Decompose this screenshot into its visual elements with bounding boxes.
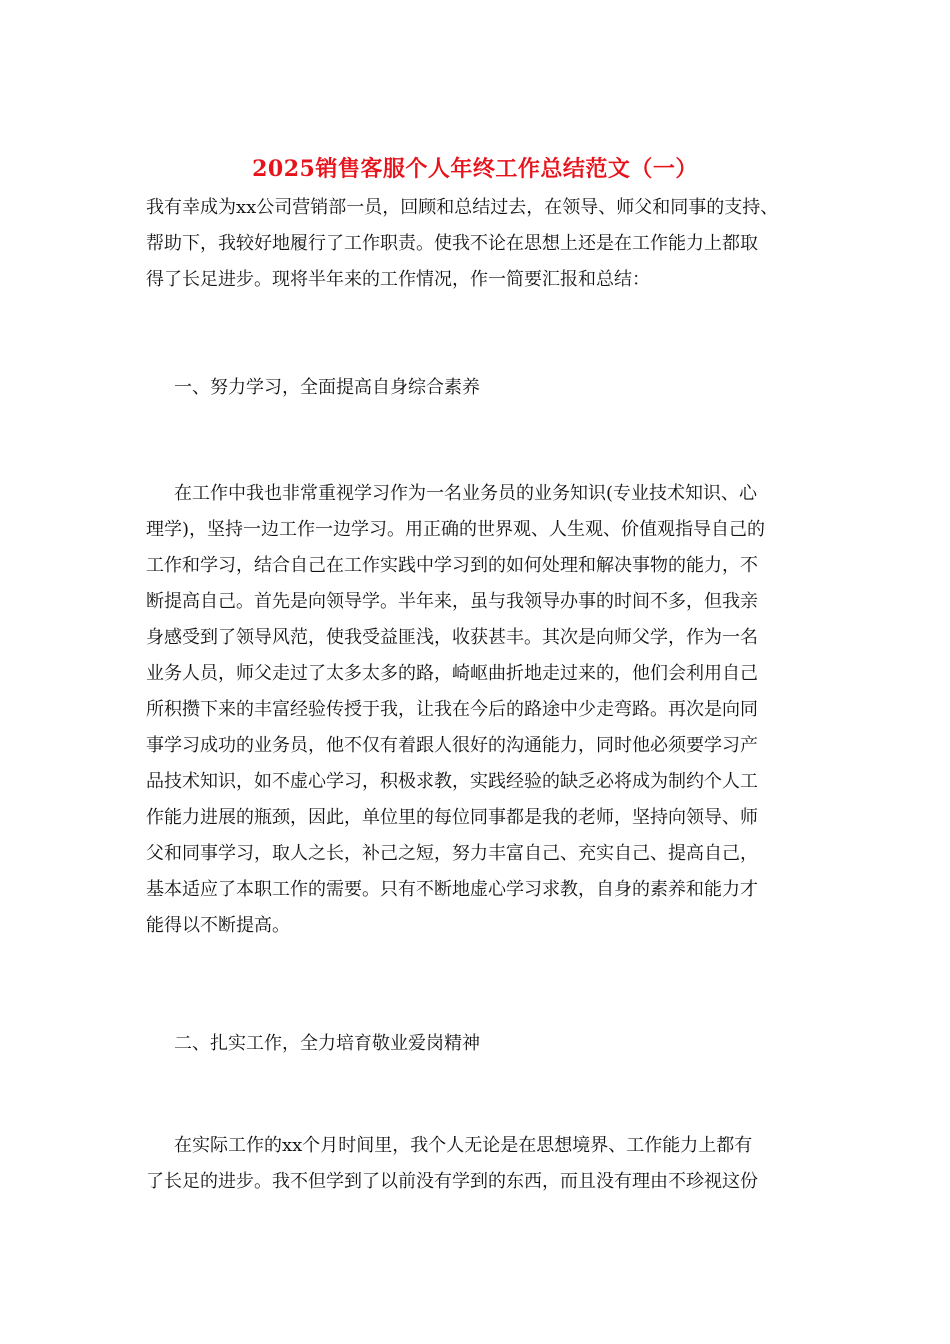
text-line: 在工作中我也非常重视学习作为一名业务员的业务知识(专业技术知识、心 [174, 483, 758, 504]
text-line: 得了长足进步。现将半年来的工作情况，作一简要汇报和总结： [146, 269, 650, 290]
section-heading-text: 二、扎实工作，全力培育敬业爱岗精神 [174, 1033, 480, 1054]
text-line: 我有幸成为xx公司营销部一员，回顾和总结过去，在领导、师父和同事的支持、 [146, 197, 779, 218]
text-line: 品技术知识，如不虚心学习，积极求教，实践经验的缺乏必将成为制约个人工 [146, 771, 758, 792]
text-line: 工作和学习，结合自己在工作实践中学习到的如何处理和解决事物的能力，不 [146, 555, 758, 576]
document-title: 2025销售客服个人年终工作总结范文（一） [252, 156, 698, 182]
section-heading-1 [174, 370, 854, 406]
section-1-paragraph [146, 476, 826, 944]
section-heading-2 [174, 1026, 854, 1062]
text-line: 断提高自己。首先是向领导学。半年来，虽与我领导办事的时间不多，但我亲 [146, 591, 758, 612]
text-line: 父和同事学习，取人之长，补己之短，努力丰富自己、充实自己、提高自己， [146, 843, 758, 864]
text-line: 帮助下，我较好地履行了工作职责。使我不论在思想上还是在工作能力上都取 [146, 233, 758, 254]
text-line: 业务人员，师父走过了太多太多的路，崎岖曲折地走过来的，他们会利用自己 [146, 663, 758, 684]
text-line: 了长足的进步。我不但学到了以前没有学到的东西，而且没有理由不珍视这份 [146, 1171, 758, 1192]
text-line: 基本适应了本职工作的需要。只有不断地虚心学习求教，自身的素养和能力才 [146, 879, 758, 900]
text-line: 身感受到了领导风范，使我受益匪浅，收获甚丰。其次是向师父学，作为一名 [146, 627, 758, 648]
section-2-paragraph [146, 1128, 826, 1200]
text-line: 能得以不断提高。 [146, 915, 290, 936]
text-line: 事学习成功的业务员，他不仅有着跟人很好的沟通能力，同时他必须要学习产 [146, 735, 758, 756]
section-heading-text: 一、努力学习，全面提高自身综合素养 [174, 377, 480, 398]
text-line: 作能力进展的瓶颈，因此，单位里的每位同事都是我的老师，坚持向领导、师 [146, 807, 758, 828]
text-line: 所积攒下来的丰富经验传授于我，让我在今后的路途中少走弯路。再次是向同 [146, 699, 758, 720]
text-line: 在实际工作的xx个月时间里，我个人无论是在思想境界、工作能力上都有 [174, 1135, 753, 1156]
intro-paragraph [146, 190, 826, 298]
text-line: 理学)，坚持一边工作一边学习。用正确的世界观、人生观、价值观指导自己的 [146, 519, 766, 540]
